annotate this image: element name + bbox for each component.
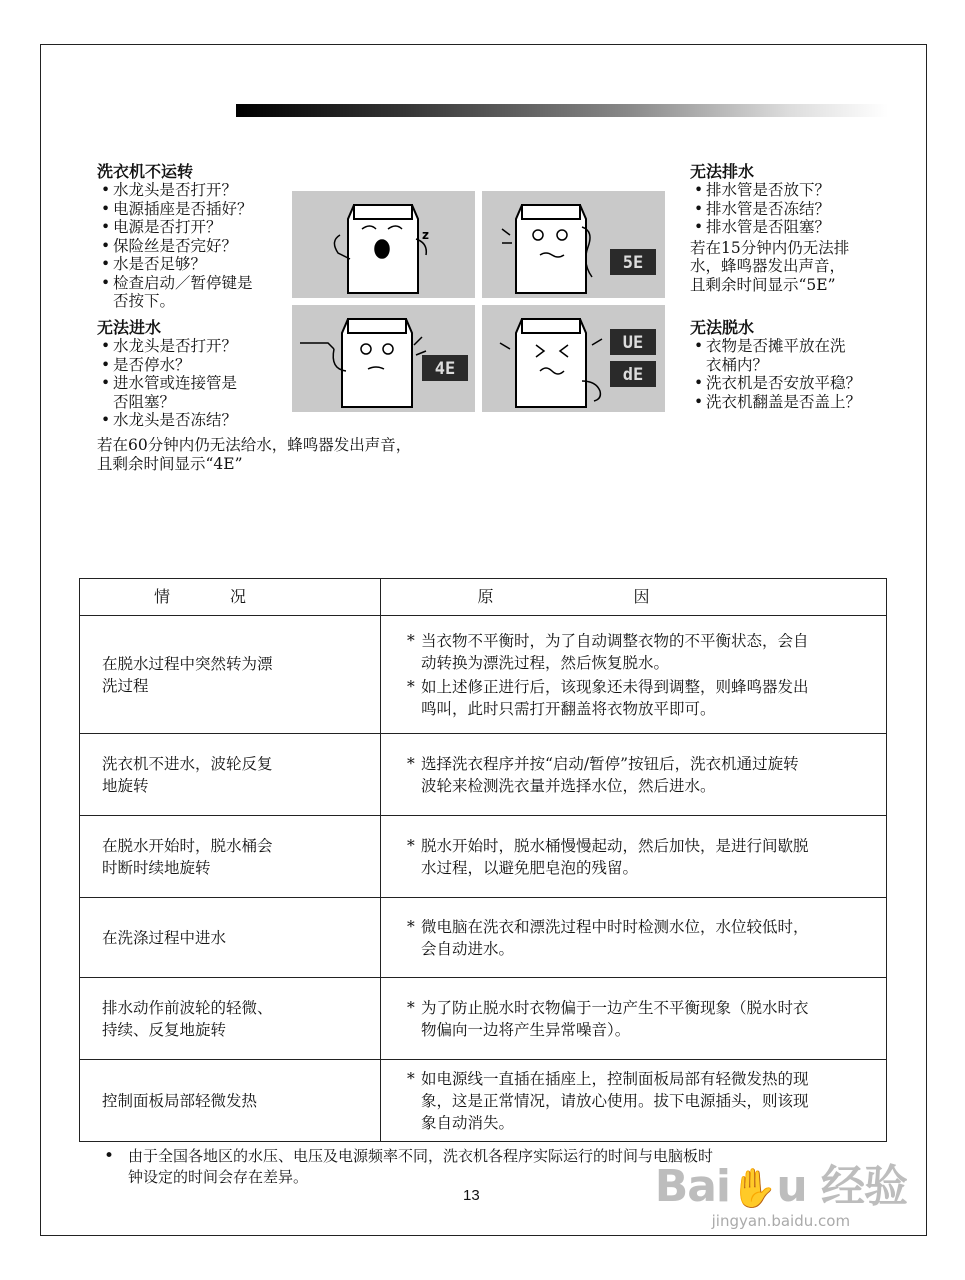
- checklist-item: • 排水管是否放下？: [690, 181, 890, 200]
- watermark-url: jingyan.baidu.com: [711, 1212, 851, 1230]
- cause-item: * 脱水开始时，脱水桶慢慢起动，然后加快，是进行间歇脱 水过程，以避免肥皂泡的残留。: [407, 835, 866, 879]
- table-row: [80, 1060, 887, 1142]
- drain-note-text: 若在15分钟内仍无法排 水，蜂鸣器发出声音， 且剩余时间显示“5E”: [690, 238, 850, 294]
- footnote: • 由于全国各地区的水压、电压及电源频率不同，洗衣机各程序实际运行的时间与电脑板时 钟设定的时间会存在差异。: [104, 1146, 894, 1188]
- table-body: [80, 616, 887, 1142]
- checklist: [97, 337, 287, 430]
- display-4e: 4E: [434, 359, 456, 379]
- checklist-item: • 保险丝是否完好？: [97, 237, 287, 256]
- illustration-no-inlet: [292, 305, 475, 412]
- illustration-no-run: [292, 191, 475, 298]
- section-no-drain: [690, 162, 890, 294]
- cause-cell: [381, 898, 887, 978]
- header-cause: 原因: [381, 579, 887, 616]
- cause-item: * 当衣物不平衡时，为了自动调整衣物的不平衡状态，会自 动转换为漂洗过程，然后恢复脱水。: [407, 630, 866, 674]
- checklist: [97, 181, 287, 311]
- cause-item: * 如电源线一直插在插座上，控制面板局部有轻微发热的现 象，这是正常情况，请放心使用。拔下电源插头，则该现 象自动消失。: [407, 1068, 866, 1134]
- checklist: [690, 181, 890, 237]
- situation-cell: 控制面板局部轻微发热: [80, 1060, 381, 1142]
- section-title: 洗衣机不运转: [97, 162, 194, 181]
- display-de: dE: [622, 365, 644, 385]
- checklist-item: • 水龙头是否打开？: [97, 337, 287, 356]
- display-ue: UE: [622, 333, 644, 353]
- checklist-item: • 洗衣机是否安放平稳？: [690, 374, 900, 393]
- illustration-no-drain: [482, 191, 665, 298]
- situation-cell: 在脱水开始时，脱水桶会 时断时续地旋转: [80, 816, 381, 898]
- cause-item: * 如上述修正进行后，该现象还未得到调整，则蜂鸣器发出 鸣叫，此时只需打开翻盖将衣物放平即可。: [407, 676, 866, 720]
- cause-item: * 为了防止脱水时衣物偏于一边产生不平衡现象（脱水时衣 物偏向一边将产生异常噪音）。: [407, 997, 866, 1041]
- situation-cell: 在脱水过程中突然转为漂 洗过程: [80, 616, 381, 734]
- cause-cell: [381, 978, 887, 1060]
- watermark: [655, 1150, 907, 1230]
- section-no-inlet: [97, 318, 287, 430]
- checklist-item: • 排水管是否阻塞？: [690, 218, 890, 237]
- situation-cell: 洗衣机不进水，波轮反复 地旋转: [80, 734, 381, 816]
- page-number: 13: [463, 1187, 480, 1204]
- section-no-spin: [690, 318, 900, 411]
- troubleshooting-table: [79, 578, 887, 1142]
- checklist-item: • 电源是否打开？: [97, 218, 287, 237]
- checklist-item: • 水龙头是否打开？: [97, 181, 287, 200]
- table-row: [80, 898, 887, 978]
- cause-cell: [381, 816, 887, 898]
- checklist-item: • 排水管是否冻结？: [690, 200, 890, 219]
- section-no-run: [97, 162, 287, 311]
- cause-cell: [381, 1060, 887, 1142]
- svg-text:z: z: [422, 228, 429, 242]
- checklist-item: • 洗衣机翻盖是否盖上？: [690, 393, 900, 412]
- cause-item: * 选择洗衣程序并按“启动/暂停”按钮后，洗衣机通过旋转 波轮来检测洗衣量并选择水位，然后进水。: [407, 753, 866, 797]
- header-gradient-bar: [236, 104, 888, 117]
- cause-cell: [381, 616, 887, 734]
- checklist-item: • 进水管或连接管是 否阻塞？: [97, 374, 287, 411]
- checklist-item: • 是否停水？: [97, 356, 287, 375]
- checklist-item: • 电源插座是否插好？: [97, 200, 287, 219]
- cause-item: * 微电脑在洗衣和漂洗过程中时时检测水位，水位较低时， 会自动进水。: [407, 916, 866, 960]
- table-row: [80, 978, 887, 1060]
- situation-cell: 排水动作前波轮的轻微、 持续、反复地旋转: [80, 978, 381, 1060]
- inlet-note-text: 若在60分钟内仍无法给水，蜂鸣器发出声音， 且剩余时间显示“4E”: [97, 436, 412, 473]
- table-row: [80, 734, 887, 816]
- cause-cell: [381, 734, 887, 816]
- checklist-item: • 衣物是否摊平放在洗 衣桶内？: [690, 337, 900, 374]
- situation-cell: 在洗涤过程中进水: [80, 898, 381, 978]
- inlet-note: [97, 436, 457, 473]
- section-title: 无法进水: [97, 318, 162, 337]
- checklist-item: • 水是否足够？: [97, 255, 287, 274]
- section-title: 无法脱水: [690, 318, 755, 337]
- checklist: [690, 337, 900, 411]
- illustration-no-spin: [482, 305, 665, 412]
- checklist-item: • 检查启动／暂停键是 否按下。: [97, 274, 287, 311]
- table-header-row: [80, 579, 887, 616]
- checklist-item: • 水龙头是否冻结？: [97, 411, 287, 430]
- display-5e: 5E: [622, 253, 644, 273]
- section-title: 无法排水: [690, 162, 755, 181]
- header-situation: 情况: [80, 579, 381, 616]
- table-row: [80, 816, 887, 898]
- table-row: [80, 616, 887, 734]
- baidu-jingyan-logo: Bai✋u 经验: [654, 1161, 907, 1212]
